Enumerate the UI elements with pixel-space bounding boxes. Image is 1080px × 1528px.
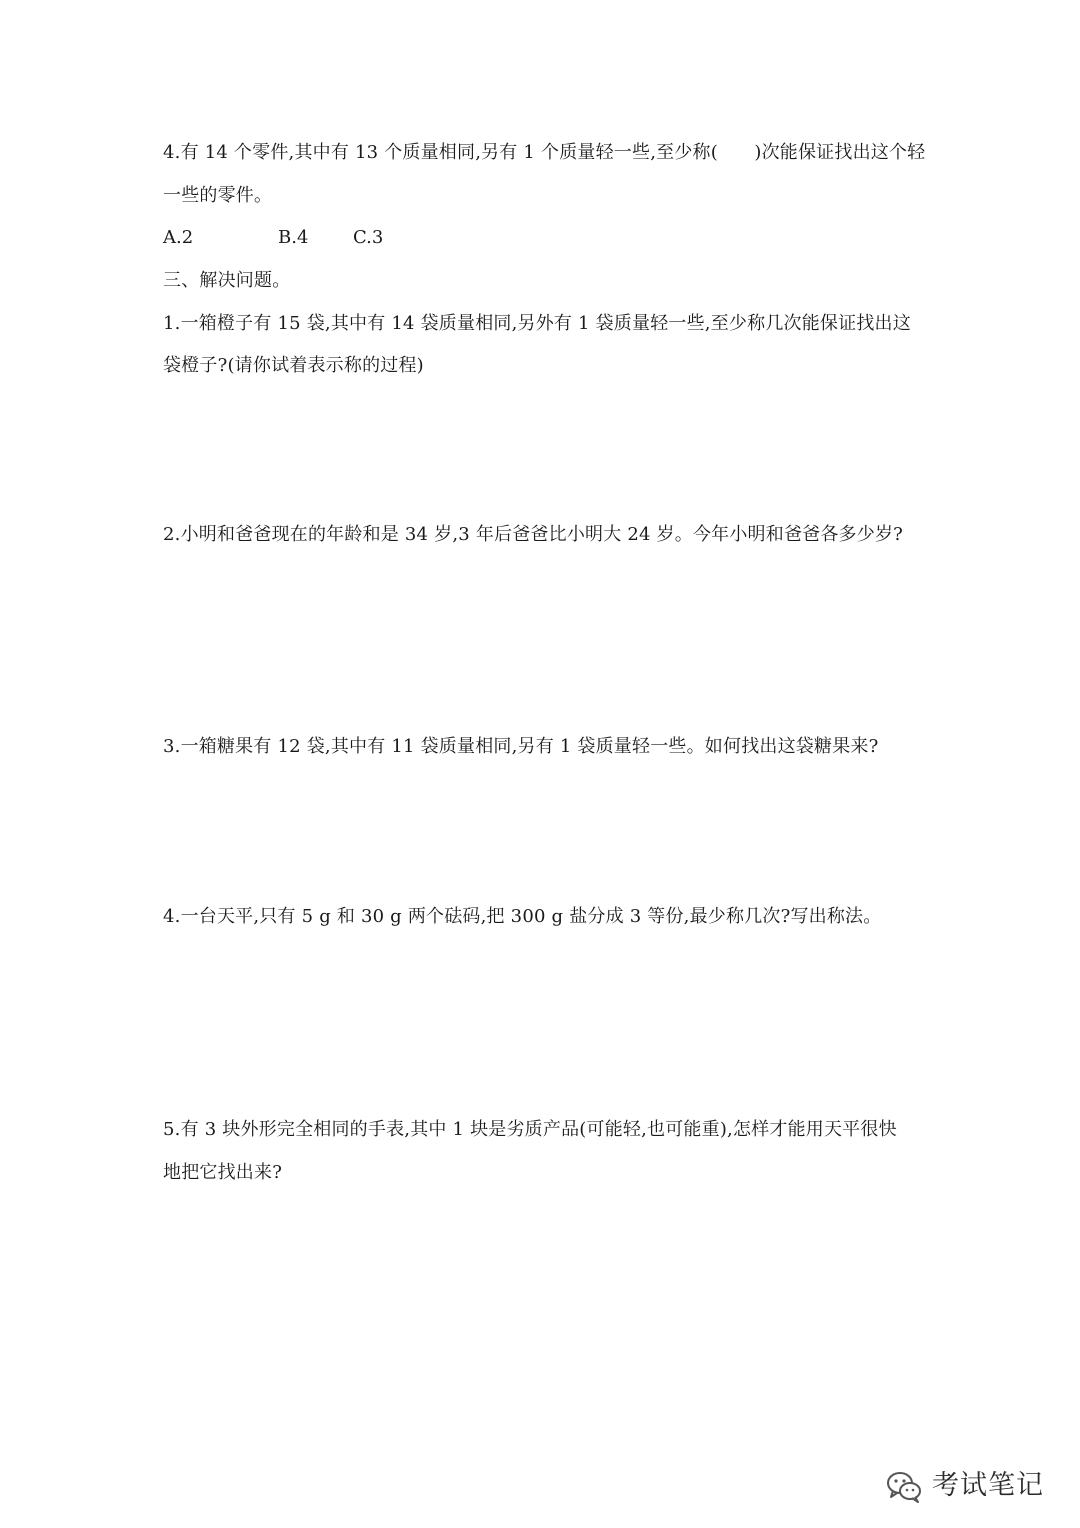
problem-1-line1: 1.一箱橙子有 15 袋,其中有 14 袋质量相同,另外有 1 袋质量轻一些,至少称几次能保证找出这: [163, 313, 911, 334]
problem-3-line1: 3.一箱糖果有 12 袋,其中有 11 袋质量相同,另有 1 袋质量轻一些。如何找出这袋糖果来?: [163, 736, 879, 757]
problem-4-line1: 4.一台天平,只有 5 g 和 30 g 两个砝码,把 300 g 盐分成 3 等份,最少称几次?写出称法。: [163, 906, 882, 927]
problem-1-line2: 袋橙子?(请你试着表示称的过程): [163, 355, 424, 376]
option-c: C.3: [353, 227, 384, 248]
option-a: A.2: [163, 227, 194, 248]
problem-5-line1: 5.有 3 块外形完全相同的手表,其中 1 块是劣质产品(可能轻,也可能重),怎样才能用天平很快: [163, 1119, 897, 1140]
wechat-icon: [884, 1466, 924, 1506]
section-heading: 三、解决问题。: [163, 270, 291, 291]
mc-question-4-line1: 4.有 14 个零件,其中有 13 个质量相同,另有 1 个质量轻一些,至少称( )次能保证找出这个轻: [163, 142, 926, 163]
problem-2-line1: 2.小明和爸爸现在的年龄和是 34 岁,3 年后爸爸比小明大 24 岁。今年小明和爸爸各多少岁?: [163, 524, 904, 545]
problem-5-line2: 地把它找出来?: [163, 1162, 283, 1183]
mc-question-4-line2: 一些的零件。: [163, 185, 273, 206]
option-b: B.4: [278, 227, 309, 248]
watermark: [884, 1466, 1044, 1506]
watermark-text: 考试笔记: [932, 1470, 1044, 1501]
